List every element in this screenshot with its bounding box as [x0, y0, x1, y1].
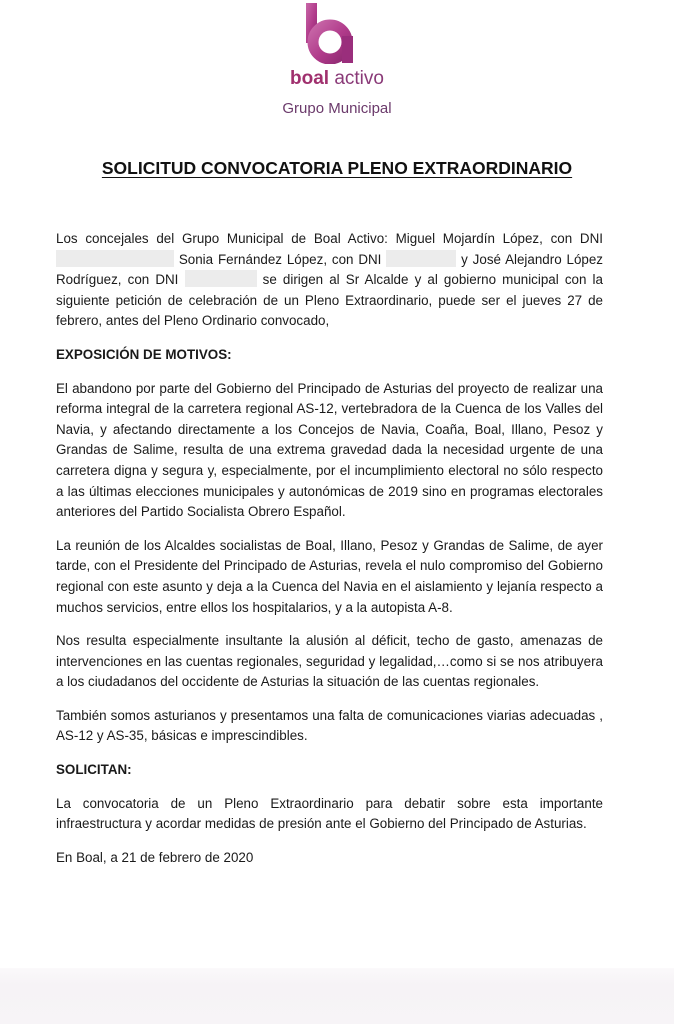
logo-wordmark-light: activo — [329, 68, 384, 89]
logo-wordmark-bold: boal — [290, 68, 330, 89]
redacted-dni-2 — [386, 250, 456, 267]
paragraph-motivo-1: El abandono por parte del Gobierno del Principado de Asturias del proyecto de realizar una reforma integral de la carretera regional AS-12, vertebradora de la Cuenca de los Valles del Navia, y afectando directamente a los Concejos de Navia, Coaña, Boal, Illano, Pesoz y Grandas de Salime, resulta de una extrema gravedad dada la necesidad urgente de una carretera digna y segura y, especialmente, por el incumplimiento electoral no sólo respecto a las últimas elecciones municipales y autonómicas de 2019 sino en programas electorales anteriores del Partido Socialista Obrero Español. — [56, 380, 603, 520]
paragraph-motivo-4: También somos asturianos y presentamos una falta de comunicaciones viarias adecuadas , AS-12 y AS-35, básicas e imprescindibles. — [56, 707, 603, 744]
document-body — [56, 229, 603, 881]
redacted-dni-3 — [185, 270, 257, 287]
intro-paragraph — [56, 229, 603, 332]
intro-text-3: y José Alejandro López Rodríguez, con DNI — [56, 251, 603, 288]
paragraph-motivo-3: Nos resulta especialmente insultante la alusión al déficit, techo de gasto, amenazas de intervenciones en las cuentas regionales, seguridad y legalidad,…como si se nos atribuyera a los ciudadanos del occidente de Asturias la situación de las cuentas regionales. — [56, 633, 603, 690]
intro-text-2: Sonia Fernández López, con DNI — [174, 251, 387, 267]
redacted-dni-1 — [56, 250, 174, 267]
page-bottom-band — [0, 968, 674, 1024]
paragraph-motivo-2: La reunión de los Alcaldes socialistas de Boal, Illano, Pesoz y Grandas de Salime, de ayer tarde, con el Presidente del Principado de Asturias, revela el nulo compromiso del Gobierno regional con este asunto y deja a la Cuenca del Navia en el aislamiento y lejanía respecto a muchos servicios, entre ellos los hospitalarios, y a la autopista A-8. — [56, 537, 603, 615]
signature-date: En Boal, a 21 de febrero de 2020 — [56, 849, 254, 865]
section-heading-solicitan: SOLICITAN: — [56, 762, 132, 778]
section-heading-motivos: EXPOSICIÓN DE MOTIVOS: — [56, 346, 232, 362]
document-title: SOLICITUD CONVOCATORIA PLENO EXTRAORDINARIO — [101, 158, 573, 178]
logo-wordmark — [0, 68, 674, 90]
paragraph-request: La convocatoria de un Pleno Extraordinario para debatir sobre esta importante infraestructura y acordar medidas de presión ante el Gobierno del Principado de Asturias. — [56, 795, 603, 832]
logo-header — [0, 0, 674, 130]
logo-subtitle: Grupo Municipal — [282, 100, 392, 117]
intro-text-1: Los concejales del Grupo Municipal de Boal Activo: Miguel Mojardín López, con DNI — [56, 231, 603, 246]
boal-activo-b-logo-icon — [300, 2, 360, 64]
intro-text-4: se dirigen al Sr Alcalde y al gobierno municipal con la siguiente petición de celebración de un Pleno Extraordinario, puede ser el jueves 27 de febrero, antes del Pleno Ordinario convocado, — [56, 272, 603, 329]
